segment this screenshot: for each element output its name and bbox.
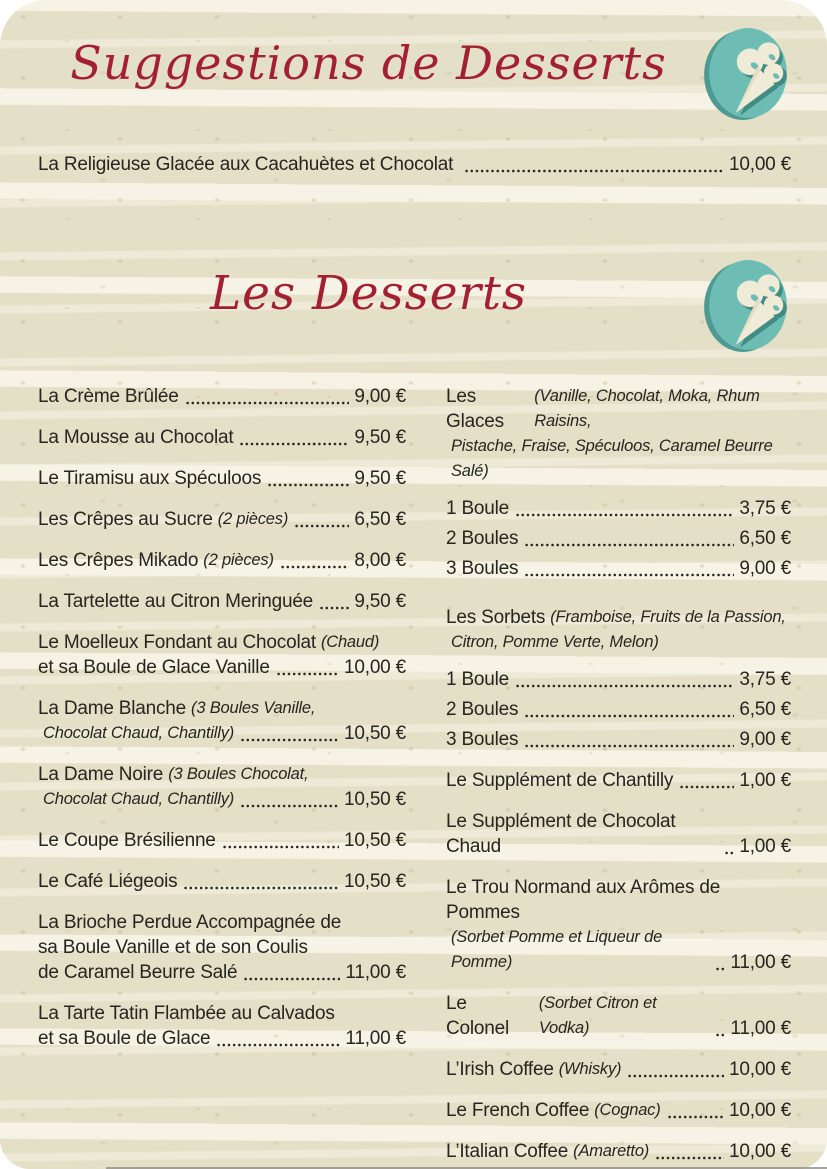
- item-note: (Framboise, Fruits de la Passion,: [550, 608, 786, 626]
- menu-item-line: [38, 828, 406, 853]
- item-name: Les Glaces: [446, 386, 504, 432]
- menu-item: [38, 589, 406, 614]
- item-price: 11,00 €: [730, 1018, 791, 1039]
- item-note: (Sorbet Citron et Vodka): [538, 994, 661, 1037]
- item-price: 3,75 €: [739, 498, 791, 519]
- item-name: 3 Boules: [446, 558, 519, 579]
- dotted-leader: [240, 787, 339, 812]
- item-name: L’Irish Coffee: [446, 1059, 554, 1080]
- item-name: Le Coupe Brésilienne: [38, 830, 216, 851]
- menu-item-line: [446, 434, 791, 484]
- menu-item-line: [38, 507, 406, 532]
- menu-item-line: [38, 721, 406, 746]
- menu-item: [446, 556, 791, 581]
- menu-item: [38, 466, 406, 491]
- item-name: Les Crêpes Mikado: [38, 550, 199, 571]
- menu-item-line: [446, 496, 791, 521]
- item-price: 11,00 €: [730, 952, 791, 973]
- dotted-leader: [655, 1139, 724, 1164]
- item-price: 6,50 €: [354, 509, 406, 530]
- dotted-leader: [515, 667, 734, 692]
- dotted-leader: [183, 869, 339, 894]
- menu-item-line: [38, 1026, 406, 1051]
- menu-item: [446, 1098, 791, 1123]
- desserts-title: Les Desserts: [209, 266, 528, 321]
- item-name: Le Café Liégeois: [38, 871, 178, 892]
- menu-item: [446, 667, 791, 692]
- item-price: 10,00 €: [344, 657, 406, 678]
- dotted-leader: [294, 507, 349, 532]
- menu-item-line: [38, 466, 406, 491]
- dotted-leader: [515, 496, 734, 521]
- item-note: Chocolat Chaud, Chantilly): [43, 724, 235, 742]
- menu-item-line: [38, 630, 406, 655]
- item-price: 1,00 €: [739, 836, 791, 857]
- dotted-leader: [276, 655, 339, 680]
- item-price: 9,50 €: [354, 591, 406, 612]
- menu-item-line: [446, 809, 791, 859]
- item-name: La Brioche Perdue Accompagnée de: [38, 912, 342, 933]
- menu-item-line: [38, 960, 406, 985]
- ice-cream-cone-icon: [703, 26, 791, 122]
- menu-item: [38, 828, 406, 853]
- dotted-leader: [240, 721, 339, 746]
- menu-item-line: [446, 991, 791, 1041]
- item-name: Le French Coffee: [446, 1100, 590, 1121]
- item-note: Citron, Pomme Verte, Melon): [451, 633, 659, 651]
- dotted-leader: [267, 466, 349, 491]
- item-name: Les Crêpes au Sucre: [38, 509, 213, 530]
- item-price: 6,50 €: [739, 699, 791, 720]
- dotted-leader: [715, 950, 725, 975]
- dotted-leader: [715, 1016, 725, 1041]
- item-note: Pistache, Fraise, Spéculoos, Caramel Beurre Salé): [451, 437, 777, 480]
- menu-item-line: [38, 696, 406, 721]
- item-price: 9,00 €: [739, 558, 791, 579]
- item-price: 10,50 €: [344, 789, 406, 810]
- menu-item: [446, 605, 791, 655]
- menu-item: [446, 991, 791, 1041]
- dotted-leader: [667, 1098, 724, 1123]
- menu-item: [446, 768, 791, 793]
- dotted-leader: [524, 727, 734, 752]
- menu-item: [446, 727, 791, 752]
- item-price: 10,00 €: [729, 1141, 791, 1162]
- menu-item: [38, 384, 406, 409]
- item-name: 1 Boule: [446, 669, 510, 690]
- dotted-leader: [243, 960, 340, 985]
- menu-item: [446, 1057, 791, 1082]
- menu-item-line: [446, 630, 791, 655]
- item-price: 11,00 €: [345, 962, 406, 983]
- menu-item-line: [38, 787, 406, 812]
- item-note: (Vanille, Chocolat, Moka, Rhum Raisins,: [534, 387, 765, 430]
- dotted-leader: [222, 828, 339, 853]
- menu-item-line: [38, 762, 406, 787]
- menu-item: [38, 548, 406, 573]
- item-note: Chocolat Chaud, Chantilly): [43, 790, 235, 808]
- item-name: La Dame Noire: [38, 764, 164, 785]
- menu-item: [38, 869, 406, 894]
- item-price: 10,50 €: [344, 871, 406, 892]
- dotted-leader: [319, 589, 349, 614]
- dotted-leader: [524, 526, 734, 551]
- menu-item-line: [446, 605, 791, 630]
- item-name: La Tarte Tatin Flambée au Calvados: [38, 1003, 335, 1024]
- menu-item-line: [38, 910, 406, 935]
- item-name: 3 Boules: [446, 729, 519, 750]
- item-name: Le Supplément de Chocolat Chaud: [446, 811, 681, 857]
- menu-item-line: [446, 768, 791, 793]
- menu-item: [446, 496, 791, 521]
- menu-item-line: [446, 697, 791, 722]
- menu-item-line: [446, 1139, 791, 1164]
- menu-item: [446, 1139, 791, 1164]
- menu-item-line: [38, 655, 406, 680]
- dotted-leader: [627, 1057, 724, 1082]
- menu-item: [38, 696, 406, 746]
- menu-item-line: [38, 548, 406, 573]
- item-note: (Amaretto): [573, 1142, 650, 1160]
- item-price: 6,50 €: [739, 528, 791, 549]
- item-name: L’Italian Coffee: [446, 1141, 569, 1162]
- menu-item-line: [446, 667, 791, 692]
- desserts-columns: [38, 384, 791, 1164]
- item-name: Le Supplément de Chantilly: [446, 770, 674, 791]
- item-note: (Sorbet Pomme et Liqueur de Pomme): [451, 928, 667, 971]
- menu-item: [38, 630, 406, 680]
- item-price: 3,75 €: [739, 669, 791, 690]
- menu-item: [38, 152, 791, 177]
- item-price: 10,50 €: [344, 723, 406, 744]
- menu-item-line: [446, 556, 791, 581]
- item-name: Les Sorbets: [446, 607, 546, 628]
- item-price: 10,50 €: [344, 830, 406, 851]
- menu-item: [38, 425, 406, 450]
- menu-item-line: [446, 727, 791, 752]
- menu-item-line: [38, 384, 406, 409]
- menu-item: [446, 697, 791, 722]
- item-name: La Mousse au Chocolat: [38, 427, 234, 448]
- menu-item-line: [446, 1098, 791, 1123]
- item-price: 11,00 €: [345, 1028, 406, 1049]
- item-name: La Tartelette au Citron Meringuée: [38, 591, 314, 612]
- item-price: 10,00 €: [729, 1100, 791, 1121]
- item-price: 1,00 €: [739, 770, 791, 791]
- menu-item-line: [446, 875, 791, 925]
- item-name: 1 Boule: [446, 498, 510, 519]
- suggestions-list: [38, 152, 791, 177]
- menu-item: [446, 384, 791, 484]
- dotted-leader: [280, 548, 350, 573]
- menu-item: [446, 875, 791, 975]
- item-name: 2 Boules: [446, 528, 519, 549]
- item-name: Le Tiramisu aux Spéculoos: [38, 468, 262, 489]
- item-note: (Chaud): [320, 633, 380, 651]
- menu-item-line: [446, 1057, 791, 1082]
- item-name: Le Colonel: [446, 993, 510, 1039]
- item-note: (3 Boules Vanille,: [191, 699, 316, 717]
- menu-item-line: [38, 589, 406, 614]
- dotted-leader: [724, 834, 734, 859]
- item-note: (3 Boules Chocolat,: [168, 765, 309, 783]
- dotted-leader: [464, 152, 724, 177]
- item-name: La Dame Blanche: [38, 698, 187, 719]
- item-price: 10,00 €: [729, 1059, 791, 1080]
- item-name: et sa Boule de Glace Vanille: [38, 657, 270, 678]
- dotted-leader: [679, 768, 734, 793]
- dotted-leader: [524, 556, 734, 581]
- desserts-column-left: [38, 384, 406, 1164]
- menu-item-line: [38, 1001, 406, 1026]
- item-price: 9,00 €: [739, 729, 791, 750]
- item-name: sa Boule Vanille et de son Coulis: [38, 937, 308, 958]
- item-note: (Cognac): [594, 1101, 661, 1119]
- menu-item: [38, 762, 406, 812]
- item-name: Le Moelleux Fondant au Chocolat: [38, 632, 316, 653]
- menu-item: [38, 910, 406, 985]
- item-note: (Whisky): [558, 1060, 622, 1078]
- menu-item-line: [38, 425, 406, 450]
- item-price: 9,50 €: [354, 468, 406, 489]
- suggestions-title: Suggestions de Desserts: [70, 36, 667, 90]
- dotted-leader: [239, 425, 349, 450]
- item-name: La Crème Brûlée: [38, 386, 179, 407]
- menu-item-line: [38, 869, 406, 894]
- item-name: Le Trou Normand aux Arômes de Pommes: [446, 877, 726, 923]
- item-name: 2 Boules: [446, 699, 519, 720]
- dotted-leader: [216, 1026, 340, 1051]
- item-price: 9,50 €: [354, 427, 406, 448]
- menu-item-line: [446, 384, 791, 434]
- item-name: La Religieuse Glacée aux Cacahuètes et Chocolat: [38, 154, 459, 175]
- item-name: de Caramel Beurre Salé: [38, 962, 238, 983]
- dotted-leader: [524, 697, 734, 722]
- item-note: (2 pièces): [203, 551, 274, 569]
- item-note: (2 pièces): [217, 510, 289, 528]
- menu-item-line: [446, 526, 791, 551]
- menu-item-line: [446, 925, 791, 975]
- menu-item-line: [38, 152, 791, 177]
- menu-item: [38, 1001, 406, 1051]
- menu-item-line: [38, 935, 406, 960]
- menu-item: [446, 809, 791, 859]
- desserts-column-right: [446, 384, 791, 1164]
- item-name: et sa Boule de Glace: [38, 1028, 211, 1049]
- item-price: 8,00 €: [354, 550, 406, 571]
- ice-cream-cone-icon: [703, 258, 791, 354]
- item-price: 10,00 €: [729, 154, 791, 175]
- item-price: 9,00 €: [354, 386, 406, 407]
- menu-item: [446, 526, 791, 551]
- dotted-leader: [185, 384, 350, 409]
- menu-item: [38, 507, 406, 532]
